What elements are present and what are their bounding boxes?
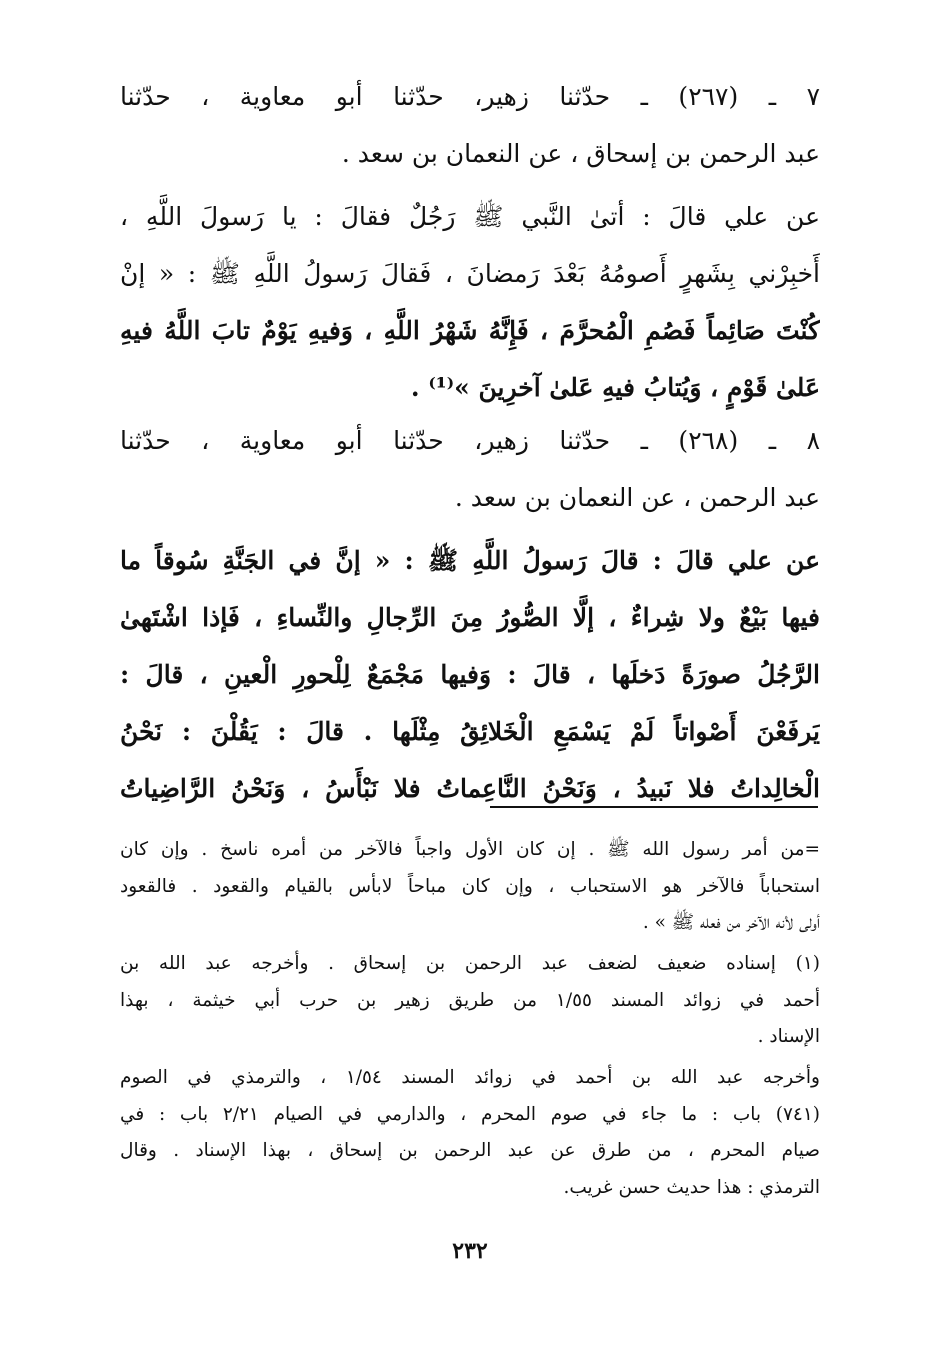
text-line: ٧ ـ (٢٦٧) ـ حدّثنا زهير، حدّثنا أبو معاوية ، حدّثنا <box>120 82 820 111</box>
text-line: عَلىٰ قَوْمٍ ، وَيُتابُ فيهِ عَلىٰ آخرِينَ »⁽¹⁾ . <box>410 373 820 402</box>
hadith-267-matn <box>120 188 820 416</box>
text-line: ٨ ـ (٢٦٨) ـ حدّثنا زهير، حدّثنا أبو معاوية ، حدّثنا <box>120 426 820 455</box>
footnote-line: (١) إسناده ضعيف لضعف عبد الرحمن بن إسحاق . وأخرجه عبد الله بن <box>120 953 820 974</box>
hadith-267-isnad <box>120 68 820 182</box>
text-line: فيها بَيْعٌ ولا شِراءٌ ، إلَّا الصُّورُ مِنَ الرِّجالِ والنِّساءِ ، فَإذا اشْتَهىٰ <box>120 603 820 632</box>
footnote-line: استحباباً فالآخر هو الاستحباب ، وإن كان مباحاً لابأس بالقيام والقعود . فالقعود <box>120 875 820 897</box>
text-line: عن علي قالَ : قالَ رَسولُ اللَّهِ ﷺ : « إنَّ في الجَنَّةِ سُوقاً ما <box>120 546 820 575</box>
text-line: أَخبِرْني بِشَهرٍ أَصومُهُ بَعْدَ رَمضانَ ، فَقالَ رَسولُ اللَّهِ ﷺ : « إنْ <box>120 259 820 288</box>
footnote-line: أحمد في زوائد المسند ١/٥٥ من طريق زهير بن حرب أبي خيثمة ، بهذا <box>120 989 820 1011</box>
footnote-line: صيام المحرم ، من طرق عن عبد الرحمن بن إسحاق ، بهذا الإسناد . وقال <box>120 1140 820 1161</box>
footnote-divider <box>490 806 818 808</box>
footnote-continuation <box>120 832 820 942</box>
text-line: عبد الرحمن بن إسحاق ، عن النعمان بن سعد . <box>341 139 820 168</box>
page-number: ٢٣٢ <box>452 1238 488 1264</box>
footnote-line: (٧٤١) باب : ما جاء في صوم المحرم ، والدارمي في الصيام ٢/٢١ باب : في <box>120 1103 820 1125</box>
text-line: كُنْتَ صَائِماً فَصُمِ الْمُحرَّمَ ، فَإِنَّهُ شَهْرُ اللَّهِ ، وَفيهِ يَوْمٌ تابَ اللَّهُ فيهِ <box>120 316 820 345</box>
footnote-line: وأخرجه عبد الله بن أحمد في زوائد المسند ١/٥٤ ، والترمذي في الصوم <box>120 1067 820 1088</box>
footnote-line: أولى لأنه الآخر من فعله ﷺ » . <box>642 912 820 933</box>
footnote-line: الإسناد . <box>757 1026 820 1047</box>
text-line: عبد الرحمن ، عن النعمان بن سعد . <box>454 483 820 512</box>
text-line: الْخالِداتُ فلا نَبيدُ ، وَنَحْنُ النَّاعِماتُ فلا نَبْأَسُ ، وَنَحْنُ الرَّاضِياتُ <box>120 774 820 803</box>
text-line: يَرفَعْنَ أَصْواتاً لَمْ يَسْمَعِ الْخَلائِقُ مِثْلَها . قالَ : يَقُلْنَ : نَحْنُ <box>120 717 820 746</box>
footnote-1-continued <box>120 1060 820 1206</box>
hadith-268-isnad <box>120 412 820 526</box>
footnote-line: =من أمر رسول الله ﷺ . إن كان الأول واجباً فالآخر من أمره ناسخ . وإن كان <box>120 839 820 860</box>
hadith-268-matn <box>120 532 820 817</box>
footnote-line: الترمذي : هذا حديث حسن غريب. <box>563 1176 820 1198</box>
text-line: الرَّجُلُ صورَةً دَخلَها ، قالَ : وَفيها مَجْمَعٌ لِلْحورِ الْعينِ ، قالَ : <box>120 660 820 689</box>
text-line: عن علي قالَ : أتىٰ النَّبي ﷺ رَجُلٌ فقالَ : يا رَسولَ اللَّهِ ، <box>120 202 820 231</box>
footnote-1 <box>120 946 820 1056</box>
